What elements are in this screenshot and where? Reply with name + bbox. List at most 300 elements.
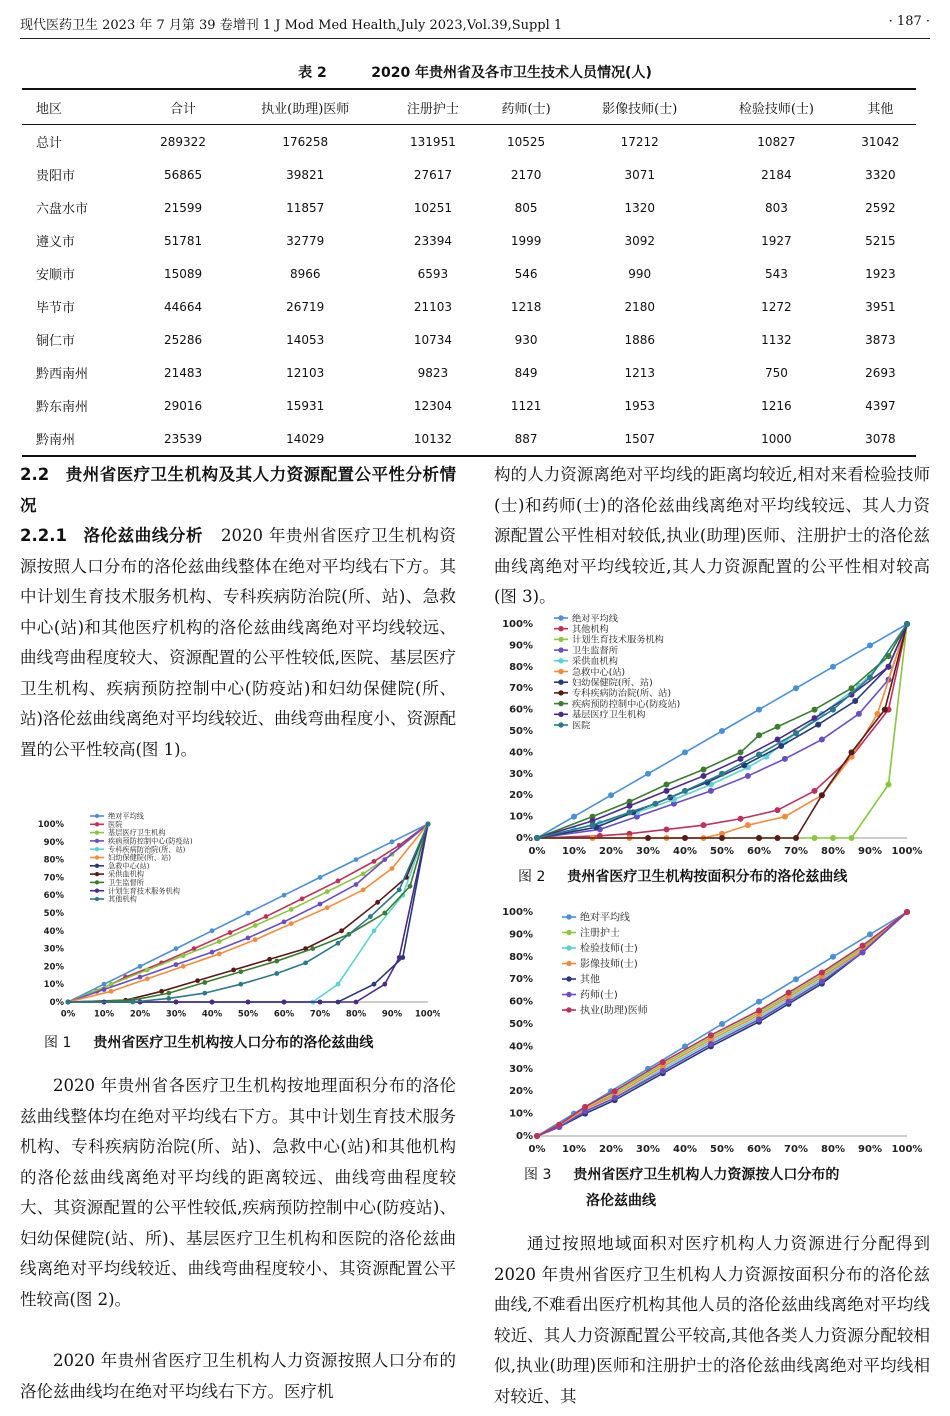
y-tick-label: 10% bbox=[43, 980, 64, 991]
value-cell: 23394 bbox=[413, 233, 453, 248]
data-point bbox=[664, 788, 670, 794]
figure-3 bbox=[494, 903, 924, 1159]
data-point bbox=[660, 1068, 666, 1074]
y-tick-label: 10% bbox=[509, 811, 533, 823]
legend-label: 专科疾病防治院(所、站) bbox=[108, 844, 186, 854]
data-point bbox=[556, 1122, 562, 1128]
data-point bbox=[645, 835, 651, 841]
x-tick-label: 0% bbox=[528, 1144, 546, 1155]
y-tick-label: 80% bbox=[509, 951, 533, 963]
value-cell: 25286 bbox=[163, 332, 203, 347]
data-point bbox=[354, 882, 359, 887]
legend-label: 其他机构 bbox=[108, 894, 137, 904]
data-point bbox=[397, 955, 402, 960]
legend-label: 妇幼保健院(所、站) bbox=[108, 853, 172, 863]
legend-marker bbox=[566, 1007, 571, 1012]
data-point bbox=[217, 952, 222, 957]
value-cell: 750 bbox=[764, 365, 788, 380]
data-point bbox=[682, 835, 688, 841]
data-point bbox=[289, 907, 294, 912]
data-point bbox=[867, 675, 873, 681]
legend-marker bbox=[566, 914, 571, 919]
x-tick-label: 80% bbox=[821, 846, 845, 857]
value-cell: 803 bbox=[764, 200, 788, 215]
data-point bbox=[815, 722, 821, 728]
y-tick-label: 0% bbox=[49, 998, 64, 1008]
legend-marker bbox=[566, 992, 571, 997]
value-cell: 12304 bbox=[413, 398, 453, 413]
data-point bbox=[719, 728, 725, 734]
legend-marker bbox=[95, 822, 99, 826]
figure-1-caption bbox=[44, 1032, 373, 1052]
figure-number: 图 2 bbox=[518, 869, 546, 885]
data-point bbox=[886, 782, 892, 788]
x-tick-label: 20% bbox=[599, 846, 623, 857]
y-tick-label: 70% bbox=[509, 683, 533, 695]
x-tick-label: 50% bbox=[710, 1144, 734, 1155]
legend-marker bbox=[566, 945, 571, 950]
table-row bbox=[22, 224, 916, 257]
y-tick-label: 60% bbox=[509, 704, 533, 716]
y-tick-label: 50% bbox=[509, 726, 533, 737]
data-point bbox=[701, 767, 707, 773]
column-header: 其他 bbox=[845, 89, 916, 125]
legend-label: 疾病预防控制中心(防疫站) bbox=[572, 698, 681, 710]
data-point bbox=[590, 822, 596, 828]
x-tick-label: 60% bbox=[747, 1144, 771, 1155]
x-tick-label: 20% bbox=[599, 1144, 623, 1155]
legend-label: 基层医疗卫生机构 bbox=[108, 828, 166, 838]
column-header: 药师(士) bbox=[481, 89, 572, 125]
legend-marker bbox=[558, 658, 563, 663]
data-point bbox=[145, 976, 150, 981]
y-tick-label: 60% bbox=[43, 891, 64, 902]
data-point bbox=[867, 931, 873, 937]
data-point bbox=[246, 911, 251, 916]
legend-label: 注册护士 bbox=[580, 928, 620, 940]
data-point bbox=[775, 724, 781, 730]
data-point bbox=[303, 960, 308, 965]
value-cell: 131951 bbox=[410, 134, 456, 149]
data-point bbox=[195, 978, 200, 983]
data-point bbox=[267, 957, 272, 962]
data-point bbox=[382, 911, 387, 916]
value-cell: 176258 bbox=[282, 134, 329, 149]
value-cell: 805 bbox=[514, 200, 538, 215]
value-cell: 3873 bbox=[865, 332, 896, 347]
table-row bbox=[22, 290, 916, 323]
x-tick-label: 50% bbox=[710, 846, 734, 857]
data-point bbox=[867, 642, 873, 648]
data-point bbox=[701, 822, 707, 828]
y-tick-label: 80% bbox=[43, 855, 64, 866]
data-point bbox=[318, 902, 323, 907]
legend-marker bbox=[558, 615, 563, 620]
legend-label: 卫生监督所 bbox=[572, 645, 618, 657]
x-tick-label: 100% bbox=[891, 1144, 923, 1155]
value-cell: 29016 bbox=[163, 398, 203, 413]
region-cell: 贵阳市 bbox=[36, 169, 76, 184]
column-header: 影像技师(士) bbox=[571, 89, 708, 125]
data-point bbox=[793, 976, 799, 982]
staff-table bbox=[22, 88, 916, 457]
value-cell: 3092 bbox=[624, 233, 655, 248]
data-point bbox=[612, 1095, 618, 1101]
data-point bbox=[756, 999, 762, 1005]
value-cell: 5215 bbox=[865, 233, 896, 248]
value-cell: 543 bbox=[764, 266, 788, 281]
data-point bbox=[745, 822, 751, 828]
y-tick-label: 0% bbox=[516, 1131, 533, 1142]
legend-label: 绝对平均线 bbox=[108, 811, 144, 821]
data-point bbox=[701, 773, 707, 779]
data-point bbox=[830, 707, 836, 713]
data-point bbox=[210, 950, 215, 955]
data-point bbox=[756, 1008, 762, 1014]
y-tick-label: 30% bbox=[509, 1063, 533, 1075]
value-cell: 4397 bbox=[865, 398, 896, 413]
x-tick-label: 70% bbox=[309, 1009, 331, 1020]
figure-number: 图 1 bbox=[44, 1035, 72, 1051]
data-point bbox=[238, 982, 243, 987]
data-point bbox=[138, 975, 143, 980]
y-tick-label: 100% bbox=[502, 619, 533, 630]
data-point bbox=[756, 732, 762, 738]
value-cell: 11857 bbox=[286, 200, 325, 215]
data-point bbox=[860, 949, 866, 955]
data-point bbox=[793, 835, 799, 841]
data-point bbox=[664, 826, 670, 832]
legend-marker bbox=[95, 880, 99, 884]
data-point bbox=[318, 875, 323, 880]
y-tick-label: 60% bbox=[509, 996, 533, 1008]
data-point bbox=[852, 698, 858, 704]
paragraph-hr-population: 2020 年贵州省医疗卫生机构人力资源按照人口分布的洛伦兹曲线均在绝对平均线右下方。医疗机 bbox=[20, 1351, 456, 1401]
x-tick-label: 30% bbox=[636, 1144, 660, 1155]
value-cell: 14029 bbox=[225, 422, 385, 456]
table-body bbox=[22, 125, 916, 457]
data-point bbox=[719, 835, 725, 841]
y-tick-label: 40% bbox=[509, 747, 533, 759]
table-row bbox=[22, 125, 916, 159]
value-cell: 14053 bbox=[286, 332, 325, 347]
figure-2 bbox=[494, 610, 924, 864]
value-cell: 1218 bbox=[510, 299, 542, 314]
data-point bbox=[682, 749, 688, 755]
figure-1 bbox=[30, 808, 440, 1030]
legend-label: 绝对平均线 bbox=[572, 613, 618, 625]
data-point bbox=[282, 920, 287, 925]
section-2-2-heading bbox=[20, 460, 456, 521]
data-point bbox=[300, 896, 305, 901]
value-cell: 887 bbox=[481, 422, 572, 456]
legend-label: 检验技师(士) bbox=[580, 943, 638, 955]
legend-label: 急救中心(站) bbox=[108, 861, 150, 871]
data-point bbox=[174, 946, 179, 951]
value-cell: 849 bbox=[514, 365, 538, 380]
data-point bbox=[582, 1104, 588, 1110]
data-point bbox=[738, 749, 744, 755]
data-point bbox=[202, 980, 207, 985]
legend-label: 医院 bbox=[572, 720, 591, 732]
data-point bbox=[372, 982, 377, 987]
data-point bbox=[339, 928, 344, 933]
legend-marker bbox=[95, 872, 99, 876]
value-cell: 1320 bbox=[624, 200, 655, 215]
value-cell: 8966 bbox=[289, 266, 321, 281]
legend-label: 执业(助理)医师 bbox=[580, 1005, 648, 1017]
data-point bbox=[289, 921, 294, 926]
table-row bbox=[22, 158, 916, 191]
table-label: 表 2 bbox=[298, 65, 327, 81]
data-point bbox=[812, 788, 818, 794]
table-header-row bbox=[22, 89, 916, 125]
data-point bbox=[849, 749, 855, 755]
y-tick-label: 20% bbox=[43, 962, 64, 973]
y-tick-label: 70% bbox=[43, 873, 64, 884]
table-caption bbox=[0, 62, 950, 82]
x-tick-label: 70% bbox=[784, 1144, 808, 1155]
y-tick-label: 0% bbox=[516, 833, 533, 844]
legend-label: 采供血机构 bbox=[572, 656, 618, 668]
table-row bbox=[22, 389, 916, 422]
column-header: 地区 bbox=[22, 89, 141, 125]
data-point bbox=[612, 1088, 618, 1094]
value-cell: 15089 bbox=[163, 266, 203, 281]
y-tick-label: 70% bbox=[509, 974, 533, 986]
data-point bbox=[264, 914, 269, 919]
data-point bbox=[793, 685, 799, 691]
value-cell: 21483 bbox=[163, 365, 203, 380]
table-title: 2020 年贵州省及各市卫生技术人员情况(人) bbox=[371, 65, 652, 81]
data-point bbox=[372, 928, 377, 933]
paragraph-hr-area: 通过按照地域面积对医疗机构人力资源进行分配得到 2020 年贵州省医疗卫生机构人力资源按面积分布的洛伦兹曲线,不难看出医疗机构其他人员的洛伦兹曲线离绝对平均线较近、其人力资源配置公平较高,其他各类人力资源分配较相似,执业(助理)医师和注册护士的洛伦兹曲线离绝对平均线相对较近、其 bbox=[494, 1234, 930, 1406]
value-cell: 10251 bbox=[413, 200, 453, 215]
data-point bbox=[246, 936, 251, 941]
figure-title-line2: 洛伦兹曲线 bbox=[586, 1193, 656, 1209]
data-point bbox=[652, 801, 658, 807]
data-point bbox=[830, 954, 836, 960]
data-point bbox=[645, 771, 651, 777]
data-point bbox=[238, 969, 243, 974]
value-cell: 3078 bbox=[845, 422, 916, 456]
value-cell: 39821 bbox=[286, 167, 325, 182]
subsection-title: 洛伦兹曲线分析 bbox=[82, 526, 204, 545]
x-tick-label: 40% bbox=[201, 1009, 223, 1020]
data-point bbox=[756, 752, 762, 758]
data-point bbox=[819, 978, 825, 984]
value-cell: 21599 bbox=[163, 200, 203, 215]
column-header: 注册护士 bbox=[385, 89, 481, 125]
data-point bbox=[397, 887, 402, 892]
value-cell: 2693 bbox=[865, 365, 896, 380]
data-point bbox=[174, 962, 179, 967]
legend-marker bbox=[95, 897, 99, 901]
data-point bbox=[231, 968, 236, 973]
data-point bbox=[166, 991, 171, 996]
x-tick-label: 90% bbox=[381, 1009, 403, 1020]
x-tick-label: 40% bbox=[673, 846, 697, 857]
data-point bbox=[166, 996, 171, 1001]
data-point bbox=[228, 930, 233, 935]
x-tick-label: 10% bbox=[562, 846, 586, 857]
data-point bbox=[361, 887, 366, 892]
figure-2-chart bbox=[494, 610, 924, 860]
value-cell: 3951 bbox=[865, 299, 896, 314]
value-cell: 6593 bbox=[417, 266, 449, 281]
x-tick-label: 10% bbox=[562, 1144, 586, 1155]
table-row bbox=[22, 422, 916, 456]
data-point bbox=[408, 884, 413, 889]
data-point bbox=[782, 756, 788, 762]
data-point bbox=[708, 788, 714, 794]
value-cell: 2184 bbox=[761, 167, 792, 182]
data-point bbox=[145, 968, 150, 973]
value-cell: 12103 bbox=[286, 365, 325, 380]
legend-marker bbox=[558, 626, 563, 631]
legend-label: 卫生监督所 bbox=[108, 877, 144, 887]
data-point bbox=[775, 807, 781, 813]
legend-marker bbox=[558, 701, 563, 706]
legend-marker bbox=[566, 976, 571, 981]
legend-marker bbox=[95, 839, 99, 843]
data-point bbox=[325, 889, 330, 894]
figure-title-line1: 贵州省医疗卫生机构人力资源按人口分布的 bbox=[573, 1167, 840, 1183]
region-cell: 遵义市 bbox=[36, 235, 76, 250]
value-cell: 27617 bbox=[413, 167, 453, 182]
section-2-2-1-paragraph bbox=[20, 521, 456, 765]
data-point bbox=[775, 835, 781, 841]
value-cell: 10525 bbox=[506, 134, 546, 149]
y-tick-label: 100% bbox=[502, 907, 533, 918]
data-point bbox=[217, 939, 222, 944]
y-tick-label: 30% bbox=[43, 944, 64, 955]
data-point bbox=[181, 964, 186, 969]
legend-label: 疾病预防控制中心(防疫站) bbox=[108, 836, 193, 846]
column-header: 执业(助理)医师 bbox=[225, 89, 385, 125]
y-tick-label: 90% bbox=[509, 929, 533, 941]
data-point bbox=[361, 871, 366, 876]
data-point bbox=[282, 893, 287, 898]
value-cell: 1999 bbox=[510, 233, 542, 248]
data-point bbox=[354, 1000, 359, 1005]
journal-info: 现代医药卫生 2023 年 7 月第 39 卷增刊 1 J Mod Med Health,July 2023,Vol.39,Suppl 1 bbox=[20, 18, 563, 33]
y-tick-label: 20% bbox=[509, 1086, 533, 1098]
data-point bbox=[274, 959, 279, 964]
value-cell: 1507 bbox=[571, 422, 708, 456]
data-point bbox=[786, 999, 792, 1005]
data-point bbox=[738, 756, 744, 762]
value-cell: 546 bbox=[514, 266, 538, 281]
paragraph-hr-continued: 构的人力资源离绝对平均线的距离均较近,相对来看检验技师(士)和药师(士)的洛伦兹曲线离绝对平均线较远、其人力资源配置公平性相对较低,执业(助理)医师、注册护士的洛伦兹曲线离绝对平均线较近,其人力资源配置的公平性相对较高(图 3)。 bbox=[494, 465, 930, 606]
data-point bbox=[174, 1000, 179, 1005]
value-cell: 1213 bbox=[624, 365, 655, 380]
value-cell: 3320 bbox=[865, 167, 896, 182]
legend-label: 其他 bbox=[580, 974, 600, 986]
value-cell: 1953 bbox=[624, 398, 655, 413]
value-cell: 990 bbox=[628, 266, 652, 281]
data-point bbox=[904, 621, 910, 627]
y-tick-label: 50% bbox=[509, 1019, 533, 1030]
x-tick-label: 80% bbox=[345, 1009, 367, 1020]
data-point bbox=[812, 835, 818, 841]
data-point bbox=[708, 1041, 714, 1047]
x-tick-label: 0% bbox=[528, 846, 546, 857]
data-point bbox=[775, 737, 781, 743]
data-point bbox=[325, 905, 330, 910]
section-title: 贵州省医疗卫生机构及其人力资源配置公平性分析情况 bbox=[20, 465, 456, 515]
legend-label: 急救中心(站) bbox=[572, 666, 626, 678]
section-number: 2.2 bbox=[20, 465, 50, 484]
x-tick-label: 60% bbox=[747, 846, 771, 857]
data-point bbox=[819, 969, 825, 975]
value-cell: 2180 bbox=[624, 299, 655, 314]
data-point bbox=[812, 707, 818, 713]
legend-label: 妇幼保健院(所、站) bbox=[572, 677, 653, 689]
y-tick-label: 20% bbox=[509, 790, 533, 802]
data-point bbox=[181, 953, 186, 958]
value-cell: 44664 bbox=[163, 299, 203, 314]
y-tick-label: 90% bbox=[43, 837, 64, 848]
data-point bbox=[786, 990, 792, 996]
data-point bbox=[336, 879, 341, 884]
y-tick-label: 80% bbox=[509, 661, 533, 673]
legend-marker bbox=[558, 637, 563, 642]
data-point bbox=[627, 803, 633, 809]
x-tick-label: 30% bbox=[165, 1009, 187, 1020]
x-tick-label: 0% bbox=[60, 1009, 76, 1020]
legend-marker bbox=[558, 722, 563, 727]
data-point bbox=[336, 982, 341, 987]
data-point bbox=[819, 737, 825, 743]
data-point bbox=[372, 859, 377, 864]
legend-marker bbox=[558, 647, 563, 652]
region-cell: 六盘水市 bbox=[36, 202, 89, 217]
value-cell: 9823 bbox=[417, 365, 449, 380]
x-tick-label: 50% bbox=[237, 1009, 259, 1020]
x-tick-label: 10% bbox=[93, 1009, 115, 1020]
data-point bbox=[534, 835, 540, 841]
figure-3-caption bbox=[524, 1162, 839, 1214]
y-tick-label: 30% bbox=[509, 768, 533, 780]
x-tick-label: 30% bbox=[636, 846, 660, 857]
value-cell: 10827 bbox=[757, 134, 796, 149]
data-point bbox=[882, 707, 888, 713]
value-cell: 26719 bbox=[286, 299, 325, 314]
x-tick-label: 90% bbox=[858, 1144, 882, 1155]
x-tick-label: 100% bbox=[414, 1009, 440, 1020]
figure-1-chart bbox=[30, 808, 440, 1026]
data-point bbox=[849, 685, 855, 691]
value-cell: 17212 bbox=[620, 134, 659, 149]
y-tick-label: 50% bbox=[43, 909, 64, 919]
data-point bbox=[130, 1000, 135, 1005]
region-cell: 毕节市 bbox=[36, 301, 76, 316]
data-point bbox=[860, 943, 866, 949]
value-cell: 1927 bbox=[761, 233, 792, 248]
data-point bbox=[253, 923, 258, 928]
data-point bbox=[849, 835, 855, 841]
data-point bbox=[390, 866, 395, 871]
data-point bbox=[318, 1000, 323, 1005]
region-cell: 安顺市 bbox=[36, 268, 76, 283]
data-point bbox=[819, 792, 825, 798]
value-cell: 51781 bbox=[163, 233, 203, 248]
value-cell: 2592 bbox=[865, 200, 896, 215]
data-point bbox=[719, 771, 725, 777]
column-header: 检验技师(士) bbox=[708, 89, 845, 125]
value-cell: 23539 bbox=[141, 422, 226, 456]
